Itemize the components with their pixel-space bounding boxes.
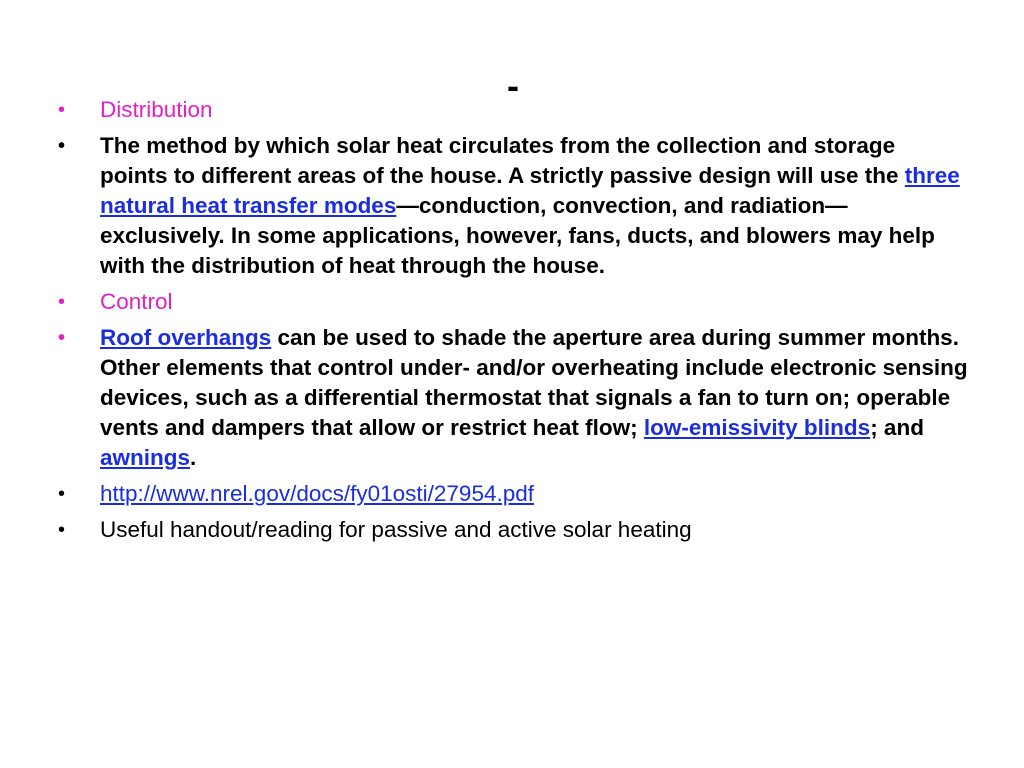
bullet-dot-icon: •: [58, 99, 66, 121]
bullet-handout-note: [58, 515, 968, 545]
bullet-dot-icon: •: [58, 519, 66, 541]
bullet-dot-icon: •: [58, 135, 66, 157]
bullet-nrel-link: [58, 479, 968, 509]
bullet-dot-icon: •: [58, 483, 66, 505]
link-roof-overhangs[interactable]: Roof overhangs: [100, 325, 272, 350]
link-heat-transfer-modes[interactable]: three natural heat transfer modes: [100, 163, 960, 218]
bullet-distribution-body: [58, 131, 968, 281]
link-awnings[interactable]: awnings: [100, 445, 191, 470]
bullet-control-heading: [58, 287, 968, 317]
bullet-control-body: [58, 323, 968, 473]
bullet-distribution-heading: [58, 95, 968, 125]
bullet-list: [58, 95, 968, 551]
bullet-dot-icon: •: [58, 291, 66, 313]
slide-title: -: [507, 65, 519, 106]
control-text-1: can be used to shade the aperture area during summer months. Other elements that control under- and/or overheating include electronic sensing devices, such as a differential thermostat that signals a fan to turn on; operable vents and dampers that allow or restrict heat flow;: [100, 325, 968, 440]
link-nrel-pdf[interactable]: http://www.nrel.gov/docs/fy01osti/27954.pdf: [100, 481, 535, 506]
heading-control: Control: [100, 289, 173, 314]
control-text-3: .: [190, 445, 197, 470]
handout-note-text: Useful handout/reading for passive and active solar heating: [100, 517, 692, 542]
distribution-text-2: —conduction, convection, and radiation—exclusively. In some applications, however, fans, ducts, and blowers may help with the distribution of heat through the house.: [100, 193, 935, 278]
bullet-dot-icon: •: [58, 327, 66, 349]
control-text-2: ; and: [870, 415, 924, 440]
link-low-emissivity-blinds[interactable]: low-emissivity blinds: [643, 415, 871, 440]
heading-distribution: Distribution: [100, 97, 213, 122]
distribution-text-1: The method by which solar heat circulates from the collection and storage points to different areas of the house. A strictly passive design will use the: [100, 133, 905, 188]
